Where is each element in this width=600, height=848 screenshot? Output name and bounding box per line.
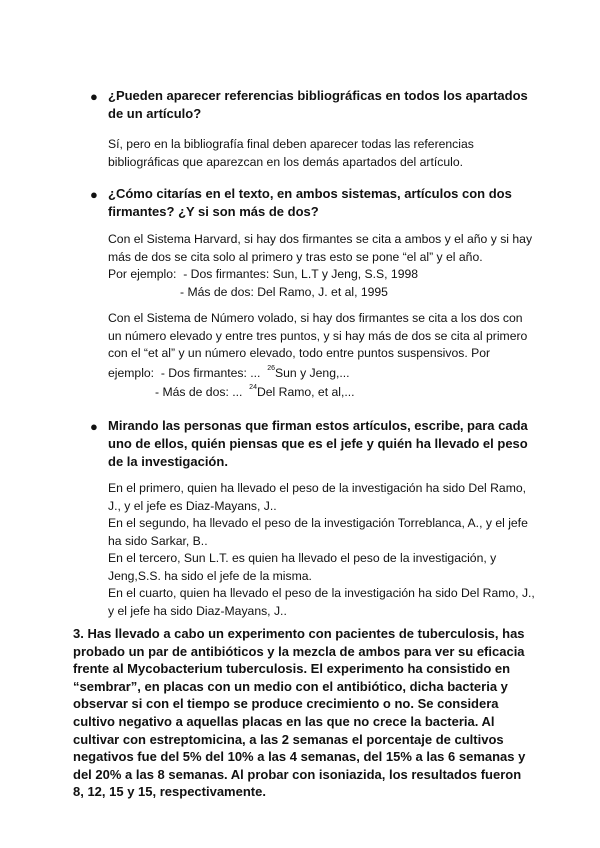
answer-1-text: Sí, pero en la bibliografía final deben aparecer todas las referencias bibliográficas que aparezcan en los demás apartados del artículo. [108,137,474,169]
harvard-intro: Con el Sistema Harvard, si hay dos firmantes se cita a ambos y el año y si hay más de dos se cita solo al primero y tras esto se pone “el al” y el año. [108,232,533,264]
vancouver-example-2-sup: 24 [249,384,257,391]
answer-3-third: En el tercero, Sun L.T. es quien ha llevado el peso de la investigación, y Jeng,S.S. ha sido el jefe de la misma. [108,551,497,583]
harvard-example-label: Por ejemplo: [108,267,177,281]
vancouver-example-1-post: Sun y Jeng,... [275,365,350,380]
bullet-point: ● [90,89,98,104]
vancouver-example-1-pre: - Dos firmantes: ... [160,365,261,380]
section-3-prompt [73,625,533,801]
vancouver-example-1-sup: 26 [267,364,275,372]
answer-2-harvard [108,231,538,301]
vancouver-example-2-pre: - Más de dos: ... [155,385,243,399]
vancouver-example-2 [108,384,538,402]
vancouver-intro: Con el Sistema de Número volado, si hay dos firmantes se cita a los dos con un número elevado y entre tres puntos, y si hay más de dos se cita al primero con el “et al” y un número elevado, todo entre puntos suspensivos. Por [108,311,528,360]
answer-2-vancouver [108,310,538,402]
answer-3-first: En el primero, quien ha llevado el peso de la investigación ha sido Del Ramo, J., y el jefe es Diaz-Mayans, J.. [108,481,527,513]
vancouver-example-label: ejemplo: [108,365,155,380]
question-1-text: ¿Pueden aparecer referencias bibliográficas en todos los apartados de un artículo? [108,88,528,121]
harvard-example-1 [108,266,538,284]
harvard-example-1-text: - Dos firmantes: Sun, L.T y Jeng, S.S, 1998 [183,267,419,281]
vancouver-example-2-post: Del Ramo, et al,... [256,385,355,399]
question-2-text: ¿Cómo citarías en el texto, en ambos sistemas, artículos con dos firmantes? ¿Y si son más de dos? [108,186,512,219]
bullet-point: ● [90,187,98,202]
bullet-point: ● [90,419,98,434]
harvard-example-2: - Más de dos: Del Ramo, J. et al, 1995 [180,284,388,299]
vancouver-example-1 [108,365,538,383]
answer-3-text [108,480,538,620]
question-3-text: Mirando las personas que firman estos artículos, escribe, para cada uno de ellos, quién piensas que es el jefe y quién ha llevado el peso de la investigación. [108,418,528,469]
section-3-text: 3. Has llevado a cabo un experimento con pacientes de tuberculosis, has probado un par de antibióticos y la mezcla de ambos para ver su eficacia frente al Mycobacterium tuberculosis. El experimento ha consistido en “sembrar”, en placas con un medio con el antibiótico, dicha bacteria y observar si con el tiempo se produce crecimiento o no. Se considera cultivo negativo a aquellas placas en las que no crece la bacteria. Al cultivar con estreptomicina, a las 2 semanas el porcentaje de cultivos negativos fue del 5% del 10% a las 4 semanas, del 15% a las 6 semanas y del 20% a las 8 semanas. Al probar con isoniazida, los resultados fueron 8, 12, 15 y 15, respectivamente. [73,626,526,800]
answer-3-second: En el segundo, ha llevado el peso de la investigación Torreblanca, A., y el jefe ha sido Sarkar, B.. [108,516,528,548]
answer-3-fourth: En el cuarto, quien ha llevado el peso de la investigación ha sido Del Ramo, J., y el jefe ha sido Diaz-Mayans, J.. [108,586,535,618]
